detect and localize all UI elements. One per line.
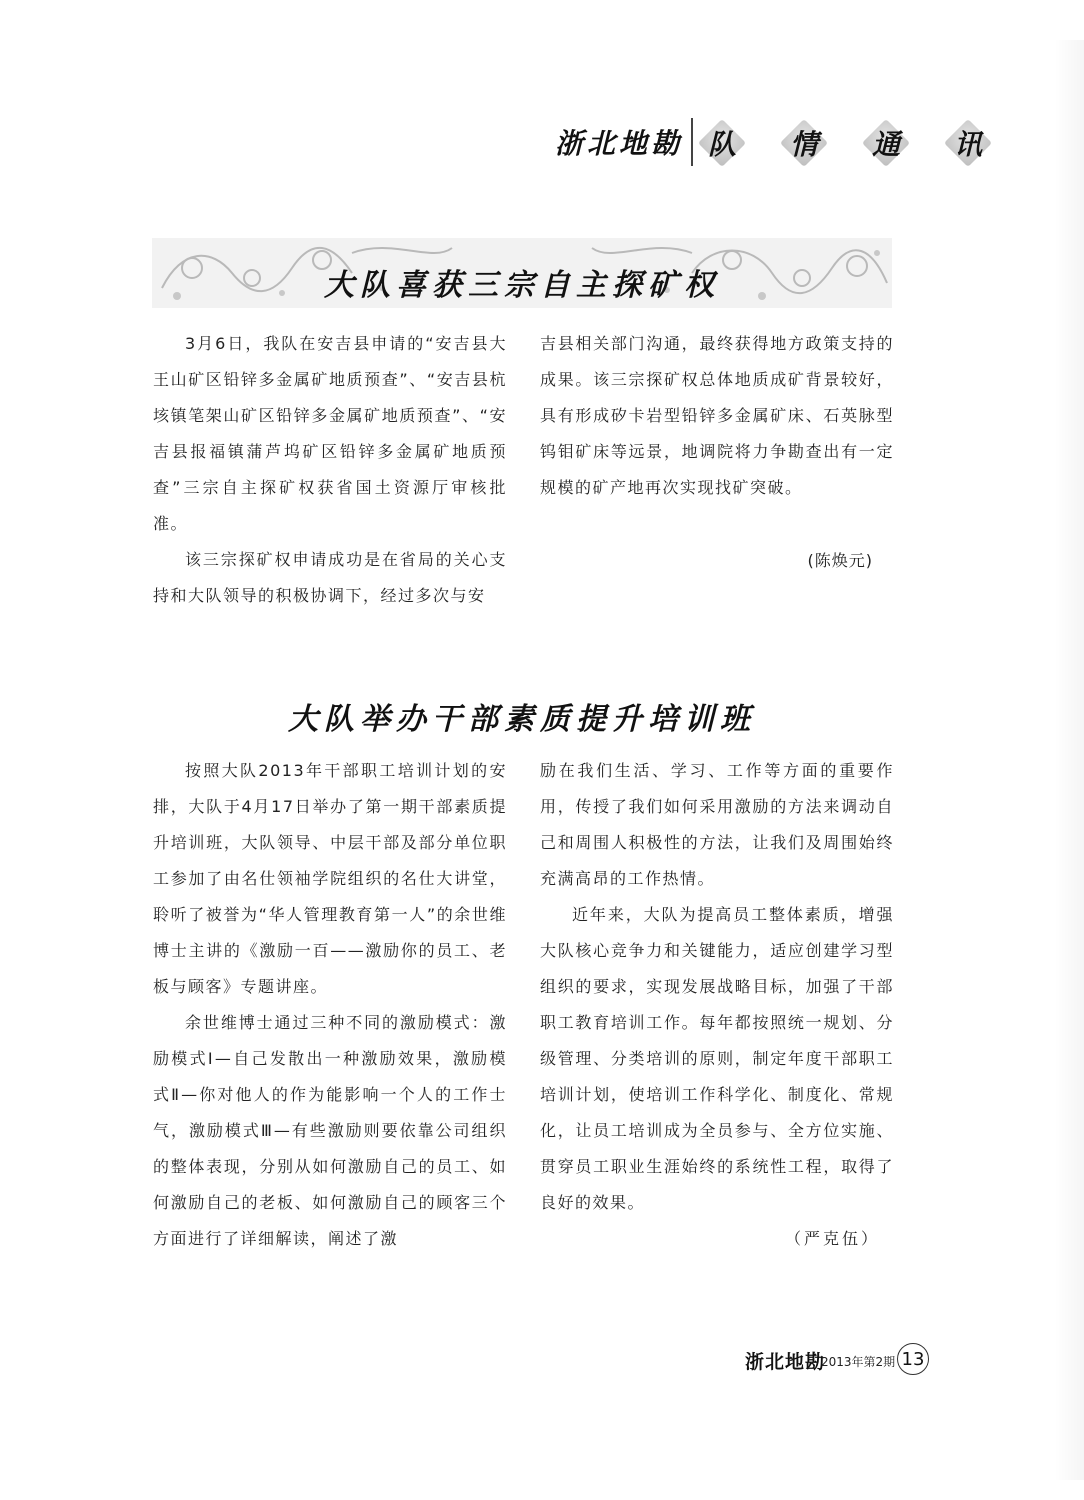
article2-author: （严克伍） [784, 1229, 880, 1248]
page-number: 13 [897, 1343, 929, 1375]
article1-title: 大队喜获三宗自主探矿权 [324, 268, 720, 303]
header-brand: 浙北地勘 [555, 127, 684, 160]
column-char-3: 通 [859, 118, 913, 168]
article2-title: 大队举办干部素质提升培训班 [288, 702, 756, 737]
header-divider [691, 118, 693, 166]
page-header [545, 118, 982, 168]
column-char-1: 队 [695, 118, 749, 168]
paragraph: 余世维博士通过三种不同的激励模式：激励模式Ⅰ—自己发散出一种激励效果，激励模式Ⅱ—你对他人的作为能影响一个人的工作士气，激励模式Ⅲ—有些激励则要依靠公司组织的整体表现，分别从如何激励自己的员工、如何激励自己的老板、如何激励自己的顾客三个方面进行了详细解读，阐述了激 [153, 1013, 507, 1248]
paragraph: 按照大队2013年干部职工培训计划的安排，大队于4月17日举办了第一期干部素质提升培训班，大队领导、中层干部及部分单位职工参加了由名仕领袖学院组织的名仕大讲堂，聆听了被誉为“华人管理教育第一人”的余世维博士主讲的《激励一百——激励你的员工、老板与顾客》专题讲座。 [153, 761, 507, 996]
paragraph: 近年来，大队为提高员工整体素质，增强大队核心竞争力和关键能力，适应创建学习型组织的要求，实现发展战略目标，加强了干部职工教育培训工作。每年都按照统一规划、分级管理、分类培训的原则，制定年度干部职工培训计划，使培训工作科学化、制度化、常规化，让员工培训成为全员参与、全方位实施、贯穿员工职业生涯始终的系统性工程，取得了良好的效果。 [540, 905, 894, 1212]
paragraph: 该三宗探矿权申请成功是在省局的关心支持和大队领导的积极协调下，经过多次与安 [153, 550, 507, 605]
article1-author: (陈焕元) [807, 551, 873, 570]
column-char-4: 讯 [941, 118, 995, 168]
article1-left-column [153, 326, 507, 614]
paragraph: 吉县相关部门沟通，最终获得地方政策支持的成果。该三宗探矿权总体地质成矿背景较好，具有形成矽卡岩型铅锌多金属矿床、石英脉型钨钼矿床等远景，地调院将力争勘查出有一定规模的矿产地再次实现找矿突破。 [540, 334, 894, 497]
paragraph: 励在我们生活、学习、工作等方面的重要作用，传授了我们如何采用激励的方法来调动自己和周围人积极性的方法，让我们及周围始终充满高昂的工作热情。 [540, 761, 894, 888]
article1-title-banner [152, 238, 892, 308]
article1-right-column [540, 326, 894, 506]
article2-right-column [540, 753, 894, 1221]
article2-left-column [153, 753, 507, 1257]
footer-brand: 浙北地勘 [745, 1351, 826, 1373]
footer-issue: 2013年第2期 [821, 1355, 896, 1369]
page-footer [745, 1343, 945, 1375]
page-edge-shadow [1054, 40, 1084, 1480]
paragraph: 3月6日，我队在安吉县申请的“安吉县大王山矿区铅锌多金属矿地质预查”、“安吉县杭垓镇笔架山矿区铅锌多金属矿地质预查”、“安吉县报福镇蒲芦坞矿区铅锌多金属矿地质预查”三宗自主探矿权获省国土资源厅审核批准。 [153, 334, 507, 533]
column-name [695, 118, 995, 168]
column-char-2: 情 [777, 118, 831, 168]
